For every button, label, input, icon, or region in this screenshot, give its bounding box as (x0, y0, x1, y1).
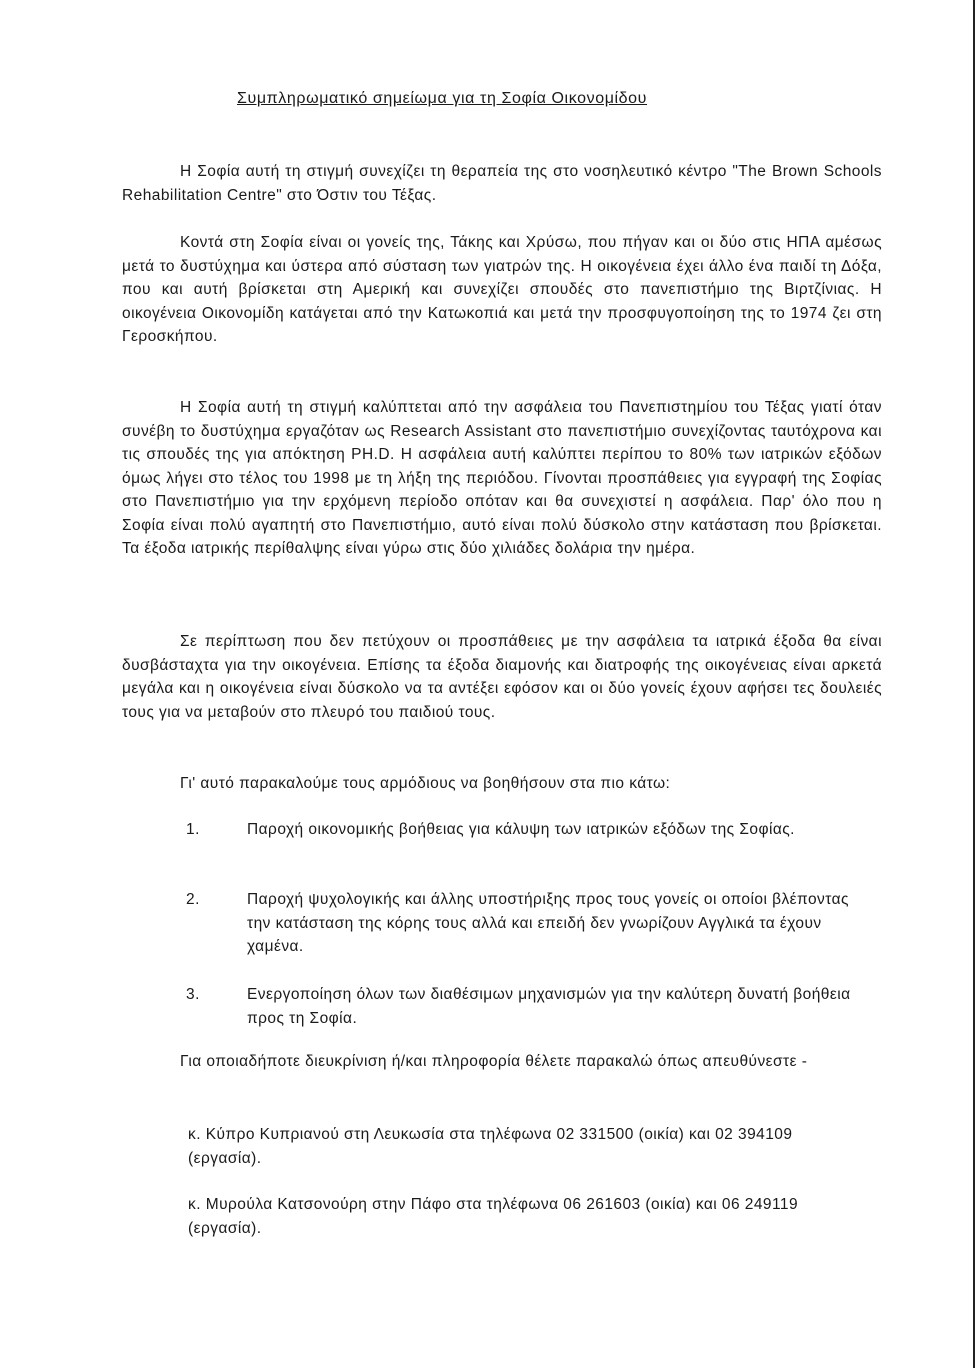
list-item-number: 1. (186, 821, 200, 838)
document-title: Συμπληρωματικό σημείωμα για τη Σοφία Οικονομίδου (237, 90, 648, 107)
list-item-text: Παροχή ψυχολογικής και άλλης υποστήριξης προς τους γονείς οι οποίοι βλέποντας την κατάσταση της κόρης τους αλλά και επειδή δεν γνωρίζουν Αγγλικά τα έχουν χαμένα. (247, 891, 849, 955)
paragraph-contact-intro: Για οποιαδήποτε διευκρίνιση ή/και πληροφορία θέλετε παρακαλώ όπως απευθύνεστε - (180, 1053, 808, 1070)
paragraph-therapy: Η Σοφία αυτή τη στιγμή συνεχίζει τη θεραπεία της στο νοσηλευτικό κέντρο "The Brown Schools Rehabilitation Centre" στο Όστιν του Τέξας. (122, 163, 882, 204)
list-item-text: Ενεργοποίηση όλων των διαθέσιμων μηχανισμών για την καλύτερη δυνατή βοήθεια προς τη Σοφία. (247, 986, 851, 1027)
paragraph-request: Γι' αυτό παρακαλούμε τους αρμόδιους να βοηθήσουν στα πιο κάτω: (180, 775, 671, 792)
paragraph-family: Κοντά στη Σοφία είναι οι γονείς της, Τάκης και Χρύσω, που πήγαν και οι δύο στις ΗΠΑ αμέσως μετά το δυστύχημα και ύστερα από σύσταση των γιατρών της. Η οικογένεια έχει άλλο ένα παιδί τη Δόξα, που και αυτή βρίσκεται στη Αμερική και συνεχίζει σπουδές στο πανεπιστήμιο της Βιρτζίνιας. Η οικογένεια Οικονομίδη κατάγεται από την Κατωκοπιά και μετά την προσφυγοποίηση της το 1974 ζει στη Γεροσκήπου. (122, 234, 882, 345)
paragraph-expenses: Σε περίπτωση που δεν πετύχουν οι προσπάθειες με την ασφάλεια τα ιατρικά έξοδα θα είναι δυσβάσταχτα για την οικογένεια. Επίσης τα έξοδα διαμονής και διατροφής της οικογένειας είναι αρκετά μεγάλα και η οικογένεια είναι δύσκολο να τα αντέξει εφόσον και οι δύο γονείς έχουν αφήσει τες δουλειές τους για να μεταβούν στο πλευρό του παιδιού τους. (122, 633, 882, 721)
paragraph-insurance: Η Σοφία αυτή τη στιγμή καλύπτεται από την ασφάλεια του Πανεπιστημίου του Τέξας γιατί όταν συνέβη το δυστύχημα εργαζόταν ως Research Assistant στο πανεπιστήμιο συνεχίζοντας ταυτόχρονα και τις σπουδές της για απόκτηση PH.D. Η ασφάλεια αυτή καλύπτει περίπου το 80% των ιατρικών εξόδων όμως λήγει στο τέλος του 1998 με τη λήξη της περιόδου. Γίνονται προσπάθειες για εγγραφή της Σοφίας στο Πανεπιστήμιο για την ερχόμενη περίοδο οπόταν και θα συνεχιστεί η ασφάλεια. Παρ' όλο που η Σοφία είναι πολύ αγαπητή στο Πανεπιστήμιο, αυτό είναι πολύ δύσκολο στην κατάσταση που βρίσκεται. Τα έξοδα ιατρικής περίθαλψης είναι γύρω στις δύο χιλιάδες δολάρια την ημέρα. (122, 399, 882, 557)
list-item-number: 3. (186, 986, 200, 1003)
contact-myroula: κ. Μυρούλα Κατσονούρη στην Πάφο στα τηλέφωνα 06 261603 (οικία) και 06 249119 (εργασία). (188, 1196, 799, 1237)
contact-kypros: κ. Κύπρο Κυπριανού στη Λευκωσία στα τηλέφωνα 02 331500 (οικία) και 02 394109 (εργασία). (188, 1126, 793, 1167)
list-item-number: 2. (186, 891, 200, 908)
list-item-text: Παροχή οικονομικής βοήθειας για κάλυψη των ιατρικών εξόδων της Σοφίας. (247, 821, 795, 838)
